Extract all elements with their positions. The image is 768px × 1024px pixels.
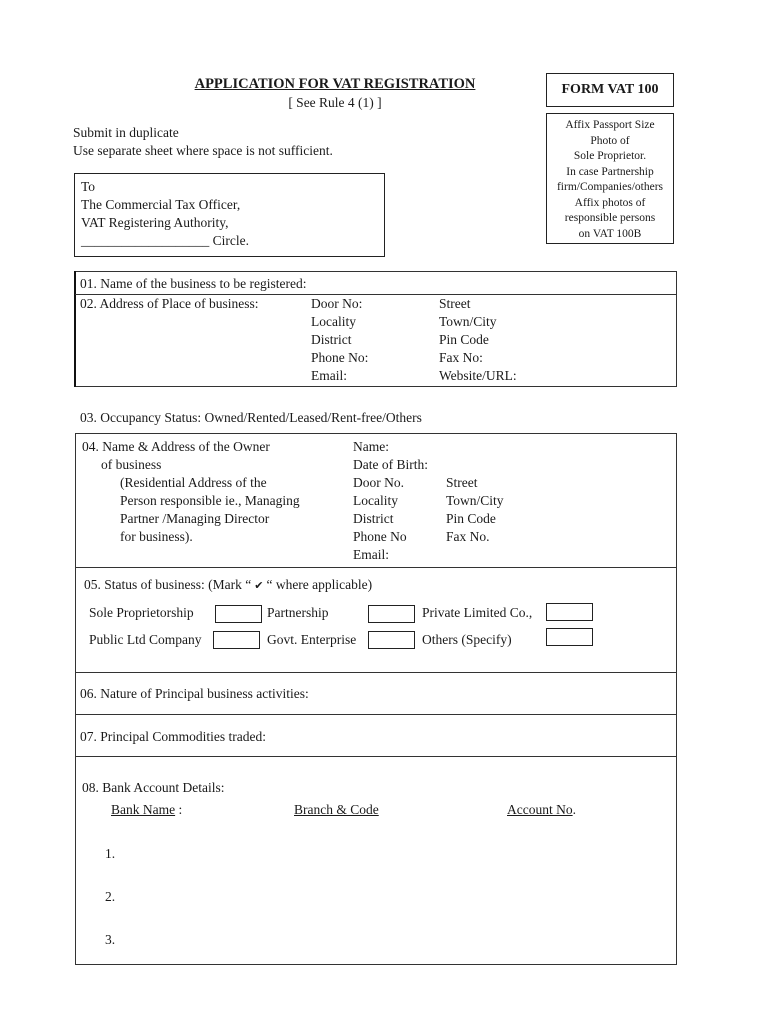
account-no-header-text: Account No bbox=[507, 802, 573, 817]
public-ltd-checkbox[interactable] bbox=[213, 631, 260, 649]
row-divider bbox=[75, 567, 677, 568]
addressee-line: VAT Registering Authority, bbox=[81, 215, 229, 230]
bank-row-number[interactable]: 3. bbox=[105, 932, 116, 947]
business-status-label-start: 05. Status of business: (Mark “ bbox=[84, 577, 252, 592]
commodities-traded-label[interactable]: 07. Principal Commodities traded: bbox=[80, 729, 266, 744]
locality-field[interactable]: Locality bbox=[311, 314, 356, 329]
sole-proprietorship-checkbox[interactable] bbox=[215, 605, 262, 623]
business-address-label: 02. Address of Place of business: bbox=[80, 296, 259, 311]
others-checkbox[interactable] bbox=[546, 628, 593, 646]
row-divider bbox=[75, 294, 677, 295]
photo-instruction-line: on VAT 100B bbox=[578, 227, 642, 240]
pin-code-field[interactable]: Pin Code bbox=[439, 332, 489, 347]
owner-door-no-field[interactable]: Door No. bbox=[353, 475, 404, 490]
street-field[interactable]: Street bbox=[439, 296, 471, 311]
district-field[interactable]: District bbox=[311, 332, 352, 347]
bank-name-header-text: Bank Name bbox=[111, 802, 176, 817]
form-number-box: FORM VAT 100 bbox=[546, 73, 674, 107]
bank-row-number[interactable]: 2. bbox=[105, 889, 116, 904]
owner-name-field[interactable]: Name: bbox=[353, 439, 389, 454]
note-duplicate: Submit in duplicate bbox=[73, 125, 179, 140]
branch-code-header: Branch & Code bbox=[294, 802, 379, 817]
door-no-field[interactable]: Door No: bbox=[311, 296, 363, 311]
fax-no-field[interactable]: Fax No: bbox=[439, 350, 483, 365]
option-others-label: Others (Specify) bbox=[422, 632, 512, 647]
owner-section-note: for business). bbox=[120, 529, 193, 544]
owner-dob-field[interactable]: Date of Birth: bbox=[353, 457, 428, 472]
photo-instruction-line: Affix Passport Size bbox=[565, 119, 655, 131]
photo-instruction-line: Sole Proprietor. bbox=[573, 150, 647, 162]
business-name-label[interactable]: 01. Name of the business to be registered: bbox=[80, 276, 307, 291]
option-partnership-label: Partnership bbox=[267, 605, 329, 620]
addressee-box bbox=[74, 173, 385, 257]
occupancy-status-label[interactable]: 03. Occupancy Status: Owned/Rented/Leased/Rent-free/Others bbox=[80, 410, 422, 425]
owner-phone-field[interactable]: Phone No bbox=[353, 529, 407, 544]
bank-details-label: 08. Bank Account Details: bbox=[82, 780, 225, 795]
email-field[interactable]: Email: bbox=[311, 368, 347, 383]
option-govt-enterprise-label: Govt. Enterprise bbox=[267, 632, 357, 647]
addressee-line: To bbox=[81, 179, 96, 194]
owner-section-label: of business bbox=[101, 457, 162, 472]
owner-email-field[interactable]: Email: bbox=[353, 547, 389, 562]
bank-name-header-suffix: : bbox=[175, 802, 183, 817]
row-divider bbox=[75, 714, 677, 715]
business-activities-label[interactable]: 06. Nature of Principal business activities: bbox=[80, 686, 309, 701]
owner-district-field[interactable]: District bbox=[353, 511, 394, 526]
form-title: APPLICATION FOR VAT REGISTRATION bbox=[194, 76, 476, 92]
photo-instruction-line: In case Partnership bbox=[566, 165, 654, 178]
govt-enterprise-checkbox[interactable] bbox=[368, 631, 415, 649]
owner-section-label: 04. Name & Address of the Owner bbox=[82, 439, 270, 454]
photo-instruction-line: Affix photos of bbox=[574, 196, 646, 209]
note-separate-sheet: Use separate sheet where space is not sufficient. bbox=[73, 143, 333, 158]
owner-section-note: (Residential Address of the bbox=[120, 475, 267, 490]
table-left-border bbox=[74, 271, 76, 387]
photo-instruction-line: responsible persons bbox=[564, 212, 656, 224]
row-divider bbox=[75, 672, 677, 673]
owner-locality-field[interactable]: Locality bbox=[353, 493, 398, 508]
private-limited-checkbox[interactable] bbox=[546, 603, 593, 621]
owner-pin-code-field[interactable]: Pin Code bbox=[446, 511, 496, 526]
option-private-limited-label: Private Limited Co., bbox=[422, 605, 533, 620]
owner-fax-field[interactable]: Fax No. bbox=[446, 529, 490, 544]
business-status-label-end: “ where applicable) bbox=[266, 577, 373, 592]
photo-instruction-line: firm/Companies/others bbox=[556, 181, 664, 193]
account-no-header-suffix: . bbox=[572, 802, 576, 817]
owner-section-note: Person responsible ie., Managing bbox=[120, 493, 300, 508]
account-no-header bbox=[507, 802, 576, 818]
row-divider bbox=[75, 756, 677, 757]
business-status-label bbox=[84, 577, 372, 593]
website-url-field[interactable]: Website/URL: bbox=[439, 368, 517, 383]
addressee-line-circle[interactable]: ___________________ Circle. bbox=[81, 233, 249, 248]
owner-town-city-field[interactable]: Town/City bbox=[446, 493, 504, 508]
town-city-field[interactable]: Town/City bbox=[439, 314, 497, 329]
form-rule-reference: [ See Rule 4 (1) ] bbox=[288, 95, 382, 110]
option-public-ltd-label: Public Ltd Company bbox=[89, 632, 202, 647]
option-sole-proprietorship-label: Sole Proprietorship bbox=[89, 605, 194, 620]
bank-row-number[interactable]: 1. bbox=[105, 846, 116, 861]
phone-no-field[interactable]: Phone No: bbox=[311, 350, 369, 365]
bank-name-header bbox=[111, 802, 182, 818]
photo-instruction-line: Photo of bbox=[590, 134, 630, 147]
owner-street-field[interactable]: Street bbox=[446, 475, 478, 490]
addressee-line: The Commercial Tax Officer, bbox=[81, 197, 241, 212]
partnership-checkbox[interactable] bbox=[368, 605, 415, 623]
checkmark-icon: ✔ bbox=[254, 579, 264, 592]
photo-placeholder-box bbox=[546, 113, 674, 244]
owner-section-note: Partner /Managing Director bbox=[120, 511, 270, 526]
